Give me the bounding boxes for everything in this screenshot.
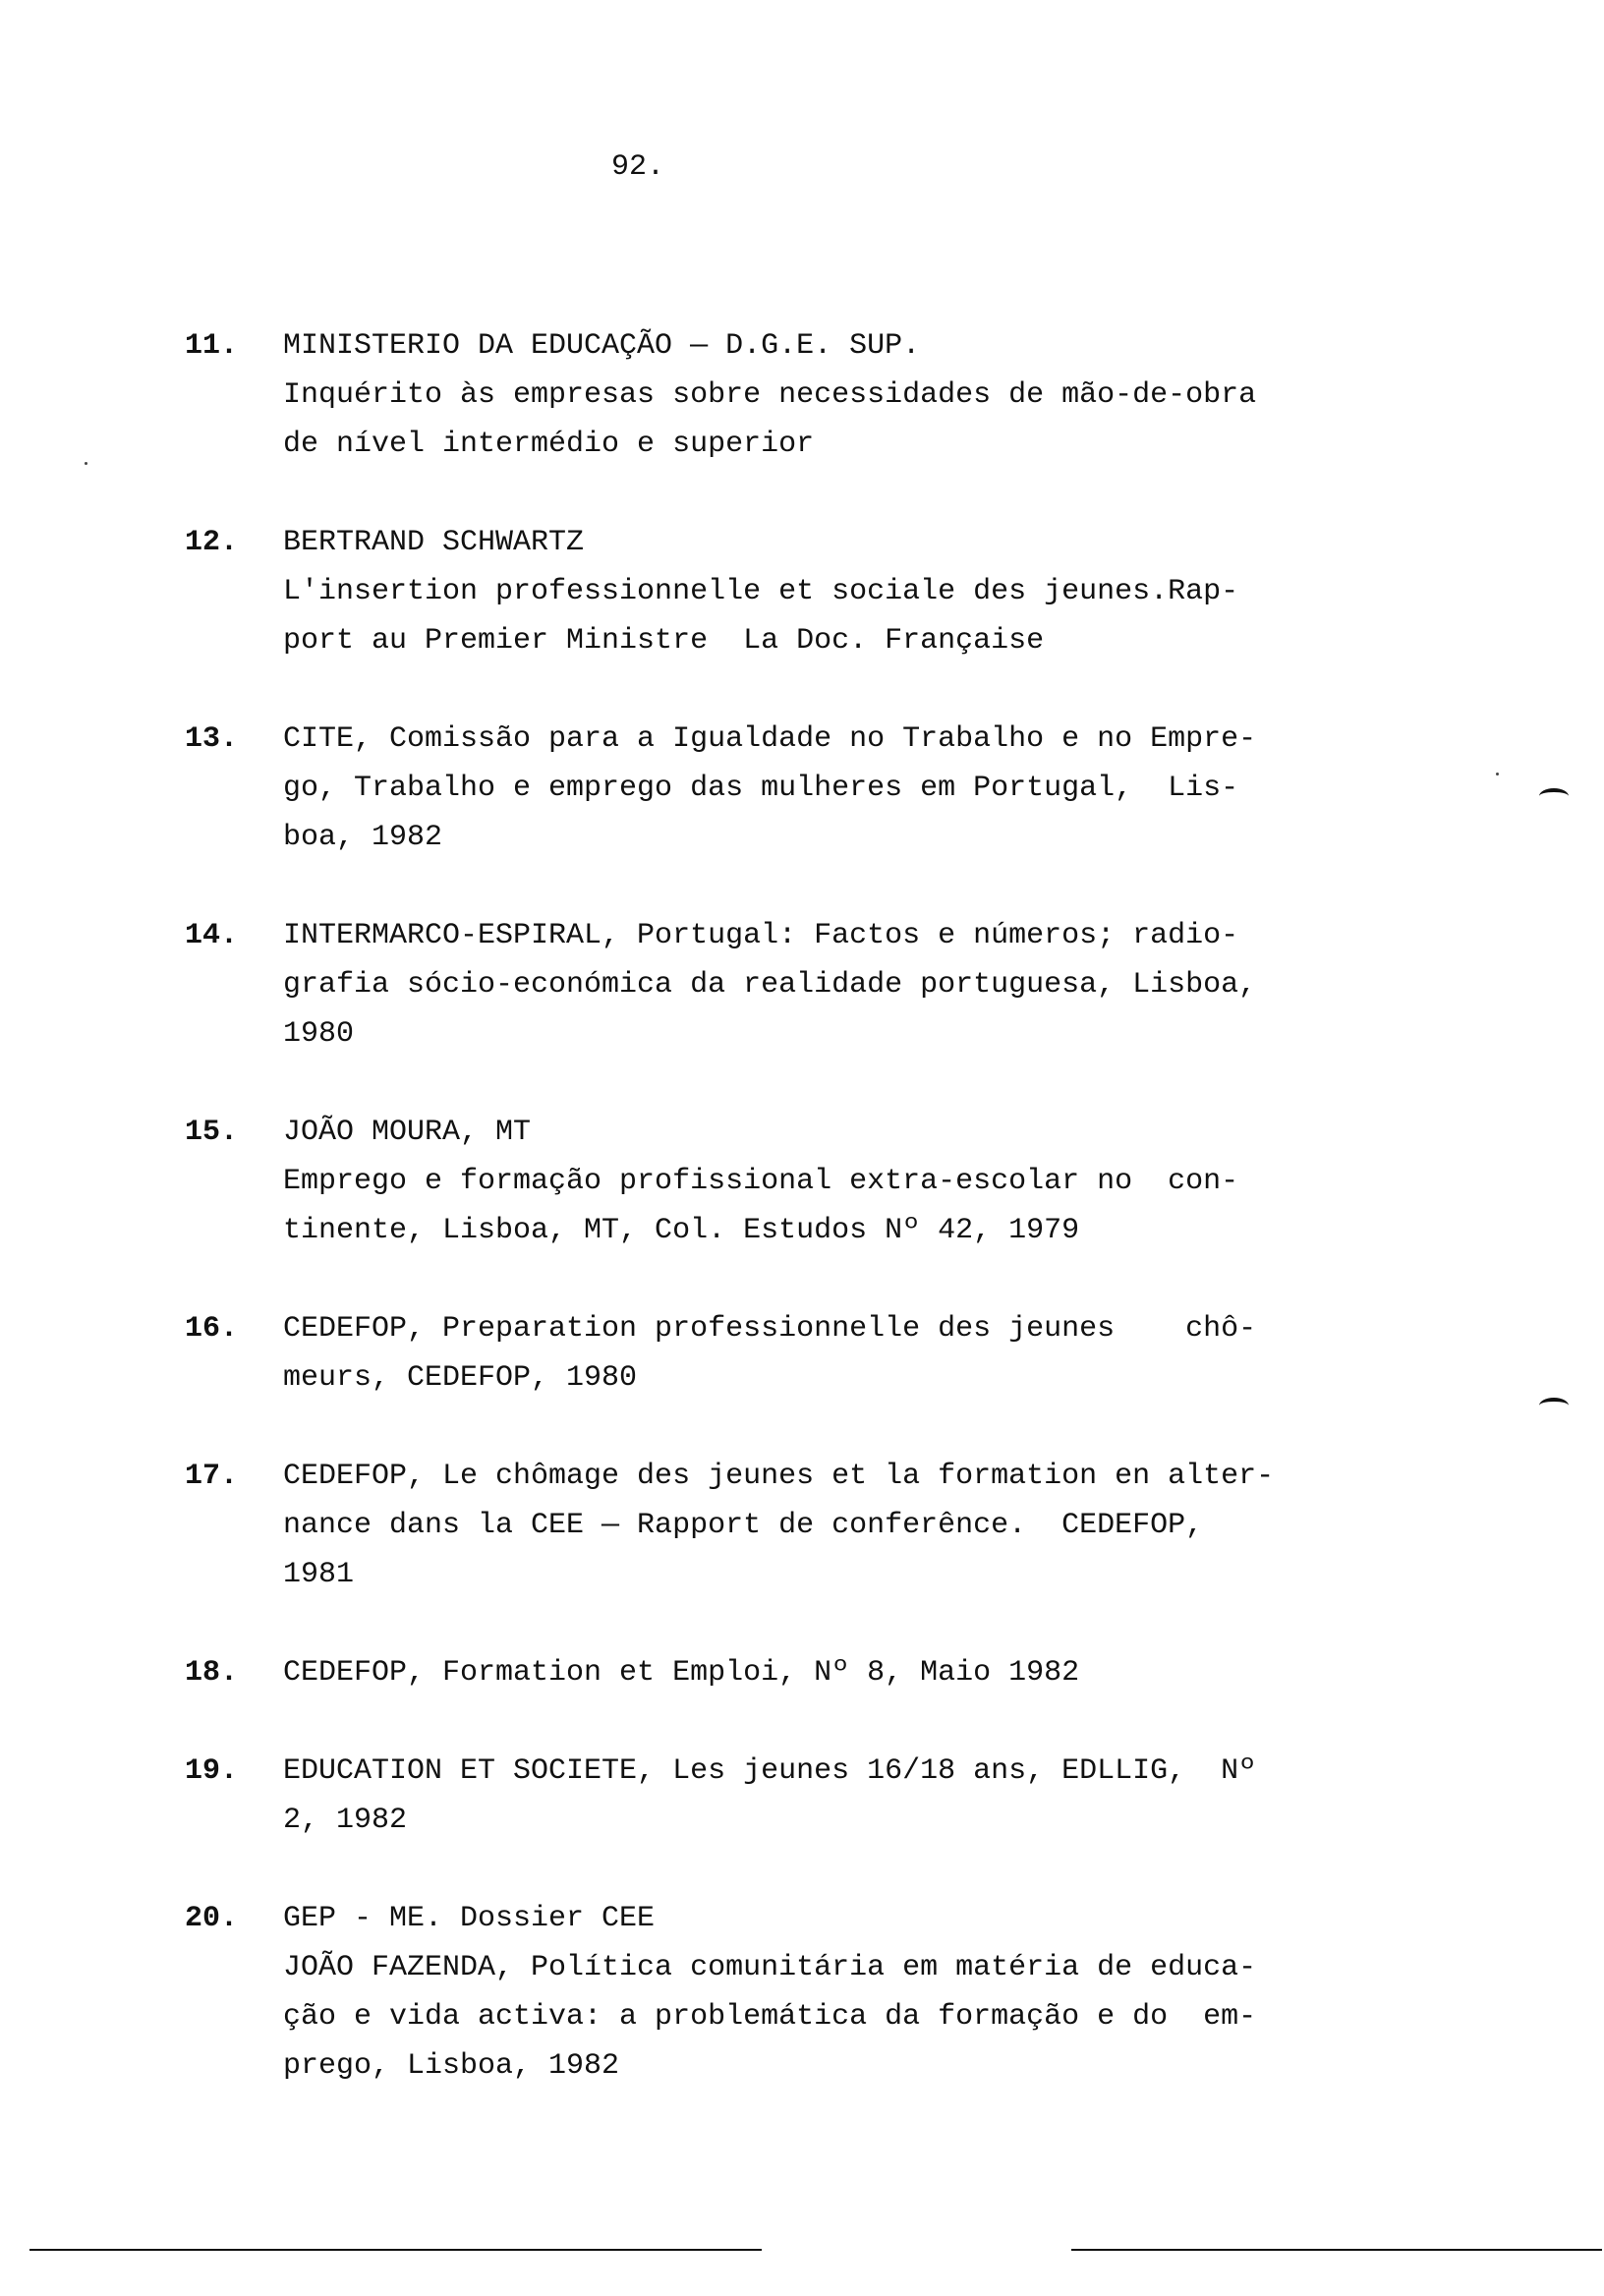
margin-mark — [1539, 788, 1569, 804]
entry-line: port au Premier Ministre La Doc. Française — [283, 624, 1045, 658]
entry-line: JOÃO FAZENDA, Política comunitária em matéria de educa- — [283, 1951, 1257, 1984]
entry-line: tinente, Lisboa, MT, Col. Estudos Nº 42, 1979 — [283, 1214, 1080, 1247]
entry-number: 18. — [185, 1656, 239, 1690]
entry-line: JOÃO MOURA, MT — [283, 1116, 532, 1149]
footer-rule-left — [29, 2249, 762, 2251]
entry-line: nance dans la CEE — Rapport de conferênce. CEDEFOP, — [283, 1509, 1204, 1542]
entry-line: de nível intermédio e superior — [283, 428, 815, 461]
scan-speck — [85, 462, 87, 465]
entry-line: boa, 1982 — [283, 821, 443, 854]
entry-line: CITE, Comissão para a Igualdade no Trabalho e no Empre- — [283, 722, 1257, 756]
entry-line: CEDEFOP, Le chômage des jeunes et la formation en alter- — [283, 1460, 1275, 1493]
entry-line: 2, 1982 — [283, 1804, 408, 1837]
entry-line: Inquérito às empresas sobre necessidades de mão-de-obra — [283, 378, 1257, 412]
entry-line: 1981 — [283, 1558, 355, 1591]
entry-number: 20. — [185, 1902, 239, 1935]
page-number: 92. — [611, 150, 665, 184]
entry-line: INTERMARCO-ESPIRAL, Portugal: Factos e números; radio- — [283, 919, 1239, 952]
entry-line: L'insertion professionnelle et sociale des jeunes.Rap- — [283, 575, 1239, 608]
entry-number: 14. — [185, 919, 239, 952]
entry-line: go, Trabalho e emprego das mulheres em Portugal, Lis- — [283, 772, 1239, 805]
entry-line: GEP - ME. Dossier CEE — [283, 1902, 656, 1935]
entry-line: 1980 — [283, 1017, 355, 1051]
entry-line: CEDEFOP, Formation et Emploi, Nº 8, Maio 1982 — [283, 1656, 1080, 1690]
entry-line: prego, Lisboa, 1982 — [283, 2049, 620, 2083]
entry-line: ção e vida activa: a problemática da formação e do em- — [283, 2000, 1257, 2034]
entry-line: BERTRAND SCHWARTZ — [283, 526, 585, 559]
entry-number: 12. — [185, 526, 239, 559]
scan-speck — [1496, 773, 1499, 775]
margin-mark — [1539, 1398, 1569, 1413]
entry-number: 16. — [185, 1312, 239, 1346]
entry-number: 11. — [185, 329, 239, 363]
entry-number: 13. — [185, 722, 239, 756]
footer-rule-right — [1071, 2249, 1602, 2251]
entry-line: meurs, CEDEFOP, 1980 — [283, 1361, 638, 1395]
entry-line: CEDEFOP, Preparation professionnelle des jeunes chô- — [283, 1312, 1257, 1346]
entry-line: EDUCATION ET SOCIETE, Les jeunes 16/18 ans, EDLLIG, Nº — [283, 1754, 1257, 1788]
entry-number: 15. — [185, 1116, 239, 1149]
entry-line: MINISTERIO DA EDUCAÇÃO — D.G.E. SUP. — [283, 329, 921, 363]
entry-line: Emprego e formação profissional extra-escolar no con- — [283, 1165, 1239, 1198]
entry-number: 19. — [185, 1754, 239, 1788]
entry-number: 17. — [185, 1460, 239, 1493]
entry-line: grafia sócio-económica da realidade portuguesa, Lisboa, — [283, 968, 1257, 1002]
